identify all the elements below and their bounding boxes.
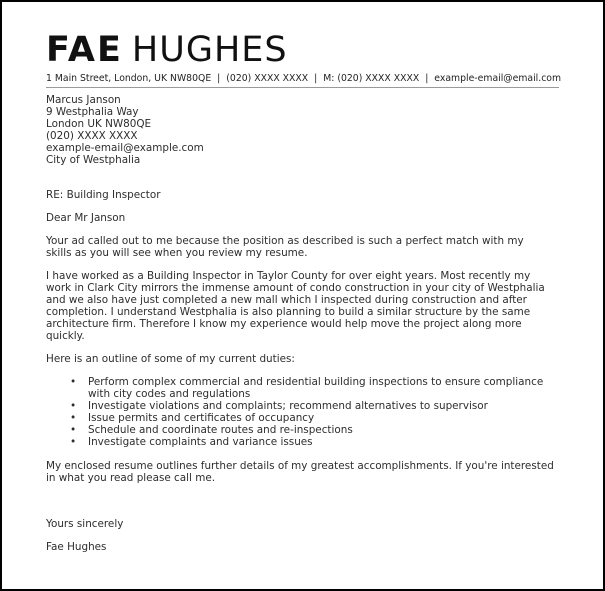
letter-body (46, 94, 566, 553)
list-item-text: • Investigate violations and complaints; recommend alternatives to supervisor (88, 400, 488, 412)
paragraph-intro (46, 235, 566, 259)
re-line: RE: Building Inspector (46, 189, 161, 201)
paragraph-line: in what you read please call me. (46, 472, 216, 484)
list-item (88, 376, 566, 400)
sender-name-heading (46, 30, 288, 70)
closing: Yours sincerely (46, 518, 124, 530)
paragraph-line: architecture firm. Therefore I know my experience would help move the project along more (46, 318, 522, 330)
sender-mobile: M: (020) XXXX XXXX (323, 73, 420, 84)
paragraph-line: Your ad called out to me because the position as described is such a perfect match with my (46, 235, 524, 247)
sender-email: example-email@email.com (434, 73, 562, 84)
paragraph-line: completion. I understand Westphalia is also planning to build a similar structure by the same (46, 306, 531, 318)
recipient-city: London UK NW80QE (46, 118, 152, 130)
sender-first-name: FAE (46, 30, 123, 70)
list-item-text: • Schedule and coordinate routes and re-inspections (88, 424, 353, 436)
sender-contact-line (46, 72, 561, 85)
signature-name: Fae Hughes (46, 541, 107, 553)
contact-separator: | (217, 73, 221, 84)
list-item-text: • Perform complex commercial and residential building inspections to ensure compliance (88, 376, 544, 388)
paragraph-line: skills as you will see when you review my resume. (46, 247, 308, 259)
sender-phone: (020) XXXX XXXX (226, 73, 309, 84)
paragraph-line: I have worked as a Building Inspector in Taylor County for over eight years. Most recently my (46, 270, 531, 282)
list-item-text: • Issue permits and certificates of occupancy (88, 412, 315, 424)
recipient-email: example-email@example.com (46, 142, 204, 154)
duties-list (46, 376, 566, 448)
list-item-text: with city codes and regulations (88, 388, 251, 400)
list-item (88, 436, 566, 448)
paragraph-experience (46, 270, 566, 342)
paragraph-line: quickly. (46, 330, 85, 342)
salutation: Dear Mr Janson (46, 212, 126, 224)
paragraph-closing (46, 460, 566, 484)
paragraph-line: and we also have just completed a new mall which I inspected during construction and after (46, 294, 527, 306)
list-item (88, 412, 566, 424)
list-item (88, 424, 566, 436)
recipient-name: Marcus Janson (46, 94, 121, 106)
contact-separator: | (314, 73, 318, 84)
sender-address: 1 Main Street, London, UK NW80QE (46, 73, 212, 84)
contact-separator: | (425, 73, 429, 84)
recipient-block (46, 94, 566, 166)
paragraph-line: work in Clark City mirrors the immense amount of condo construction in your city of Westphalia (46, 282, 545, 294)
sender-last-name: HUGHES (131, 30, 288, 70)
paragraph-line: My enclosed resume outlines further details of my greatest accomplishments. If you're interested (46, 460, 554, 472)
header-divider (46, 87, 559, 88)
recipient-street: 9 Westphalia Way (46, 106, 139, 118)
recipient-organization: City of Westphalia (46, 154, 141, 166)
list-item-text: • Investigate complaints and variance issues (88, 436, 313, 448)
list-item (88, 400, 566, 412)
recipient-phone: (020) XXXX XXXX (46, 130, 138, 142)
duties-intro: Here is an outline of some of my current duties: (46, 353, 295, 365)
